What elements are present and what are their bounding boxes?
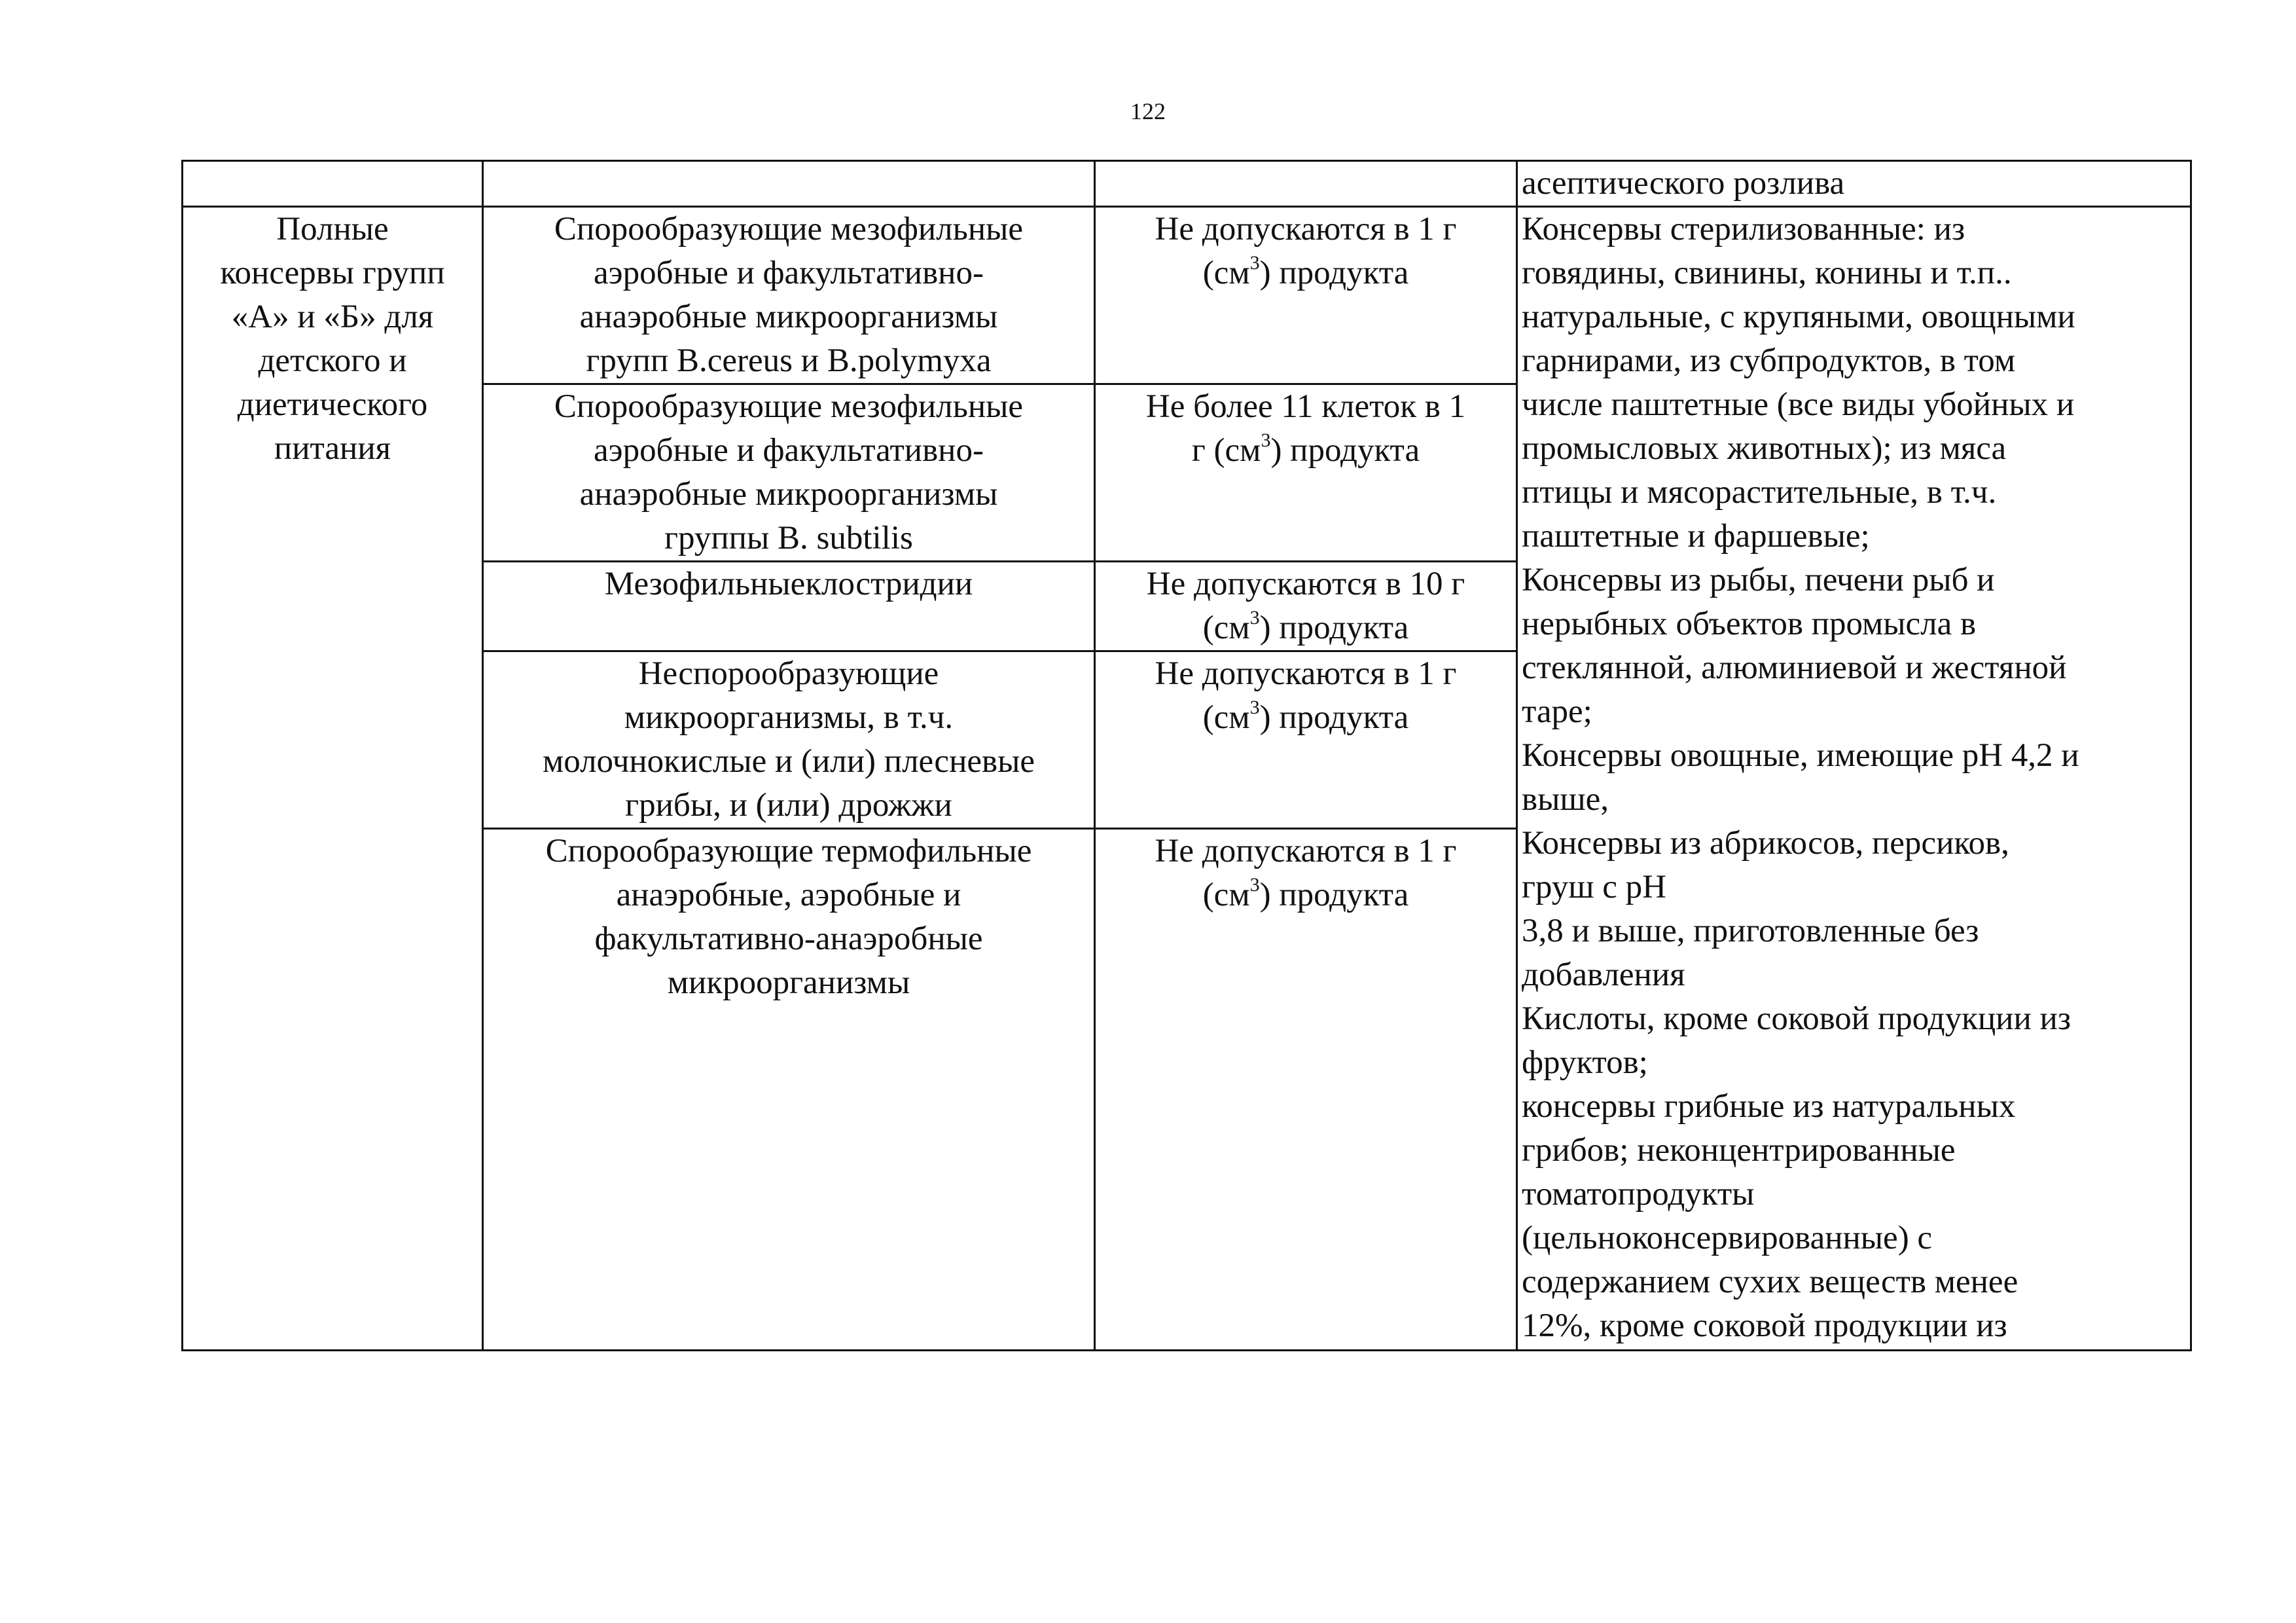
indicator-cell	[483, 384, 1095, 562]
norm-cell	[1095, 207, 1517, 384]
indicator-text: Спорообразующие мезофильные аэробные и факультативно- анаэробные микроорганизмы группы B. subtilis	[554, 388, 1024, 556]
empty-cell	[483, 161, 1095, 207]
indicator-text: Спорообразующие термофильные анаэробные, аэробные и факультативно-анаэробные микроорганизмы	[545, 833, 1032, 1001]
empty-cell	[1095, 161, 1517, 207]
norm-cell	[1095, 651, 1517, 829]
norm-text: Не допускаются в 1 г $(см^3)$ продукта	[1155, 211, 1457, 291]
norm-text: Не допускаются в 10 г $(см^3)$ продукта	[1146, 566, 1465, 646]
norm-text: Не допускаются в 1 г $(см^3)$ продукта	[1155, 655, 1457, 736]
indicator-cell	[483, 651, 1095, 829]
table-row	[183, 161, 2191, 207]
indicator-text: Неспорообразующие микроорганизмы, в т.ч. молочнокислые и (или) плесневые грибы, и (или) дрожжи	[543, 655, 1035, 824]
requirements-table	[181, 160, 2192, 1351]
continuation-cell	[1517, 161, 2191, 207]
indicator-text: Мезофильныеклостридии	[604, 566, 973, 602]
continuation-text: асептического розлива	[1522, 165, 1845, 202]
page-number: 122	[1130, 98, 1166, 124]
group-cell	[183, 207, 483, 1351]
indicator-cell	[483, 207, 1095, 384]
table-row	[183, 207, 2191, 384]
norm-cell	[1095, 829, 1517, 1351]
products-text: Консервы стерилизованные: из говядины, свинины, конины и т.п.. натуральные, с крупяными, овощными гарнирами, из субпродуктов, в том числе паштетные (все виды убойных и промысловых животных); из мяса птицы и мясорастительные, в т.ч. паштетные и фаршевые; Консервы из рыбы, печени рыб и нерыбных объектов промысла в стеклянной, алюминиевой и жестяной таре; Консервы овощные, имеющие pH 4,2 и выше, Консервы из абрикосов, персиков, груш с pH 3,8 и выше, приготовленные без добавления Кислоты, кроме соковой продукции из фруктов; консервы грибные из натуральных грибов; неконцентрированные томатопродукты (цельноконсервированные) с содержанием сухих веществ менее 12%, кроме соковой продукции из	[1522, 211, 2079, 1344]
norm-text: Не допускаются в 1 г $(см^3)$ продукта	[1155, 833, 1457, 913]
indicator-text: Спорообразующие мезофильные аэробные и факультативно- анаэробные микроорганизмы групп B.cereus и B.polymyxa	[554, 211, 1024, 379]
group-label: Полные консервы групп «А» и «Б» для детского и диетического питания	[220, 211, 445, 467]
indicator-cell	[483, 562, 1095, 651]
norm-cell	[1095, 384, 1517, 562]
indicator-cell	[483, 829, 1095, 1351]
norm-cell	[1095, 562, 1517, 651]
empty-cell	[183, 161, 483, 207]
products-cell	[1517, 207, 2191, 1351]
norm-text: Не более 11 клеток в 1 г $(см^3)$ продукта	[1145, 388, 1466, 469]
